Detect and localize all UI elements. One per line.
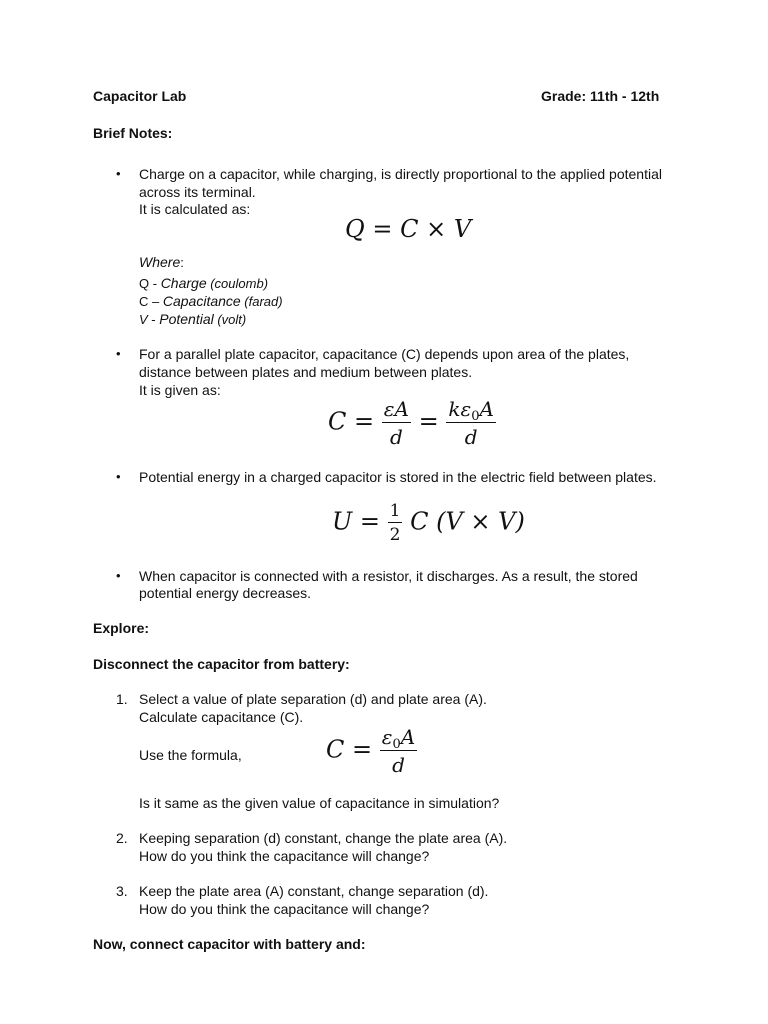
eq-energy-equals: =: [359, 507, 380, 536]
note-1-line-2: across its terminal.: [139, 184, 256, 200]
eq-pp-frac2-a: A: [479, 397, 494, 421]
eq-energy-numerator: 1: [389, 501, 401, 521]
document-title: Capacitor Lab: [93, 88, 187, 104]
eq-cap-eps: ε: [381, 725, 393, 749]
where-label: Where: [139, 254, 181, 270]
eq-pp-frac2-denominator: d: [464, 425, 478, 449]
item-2-line-1: Keeping separation (d) constant, change the plate area (A).: [139, 830, 508, 846]
eq-pp-frac1-denominator: d: [389, 425, 403, 449]
eq-pp-fraction-2: [446, 398, 496, 448]
note-3-line-1: Potential energy in a charged capacitor is stored in the electric field between plates.: [139, 469, 657, 485]
eq-cap-lhs: C: [326, 735, 345, 764]
bullet-glyph: •: [116, 346, 121, 361]
eq-energy-rhs: C (V × V): [410, 507, 525, 536]
eq-energy-denominator: 2: [389, 525, 401, 545]
definition-sep: -: [149, 276, 161, 291]
explore-heading: Explore:: [93, 620, 150, 636]
item-1-line-2: Calculate capacitance (C).: [139, 709, 304, 725]
eq-cap-fraction: [380, 726, 417, 776]
bullet-glyph: •: [116, 469, 121, 484]
definition-potential: [139, 310, 246, 329]
item-3-line-1: Keep the plate area (A) constant, change separation (d).: [139, 883, 489, 899]
item-2-line-2: How do you think the capacitance will change?: [139, 848, 430, 864]
grade-label: Grade: 11th - 12th: [541, 88, 660, 104]
eq-cap-a: A: [400, 725, 416, 749]
eq-pp-frac1-numerator: εA: [383, 397, 409, 421]
eq-pp-equals-1: =: [354, 407, 375, 436]
note-1-line-1: Charge on a capacitor, while charging, is directly proportional to the applied potential: [139, 166, 662, 182]
equation-charge: [345, 215, 472, 243]
note-1-line-3: It is calculated as:: [139, 201, 251, 217]
note-2-line-2: distance between plates and medium between plates.: [139, 364, 473, 380]
eq-energy-lhs: U: [332, 507, 353, 536]
eq-cap-sub: 0: [392, 737, 401, 752]
where-colon: :: [180, 255, 184, 270]
bullet-glyph: •: [116, 166, 121, 181]
eq-pp-frac2-k-eps: kε: [448, 397, 472, 421]
definition-symbol: V: [139, 312, 148, 327]
eq-charge-equals: =: [372, 215, 393, 243]
formula-label: Use the formula,: [139, 747, 242, 763]
eq-pp-fraction-1: [382, 398, 411, 448]
equation-capacitance: [326, 726, 417, 776]
note-4-line-1: When capacitor is connected with a resistor, it discharges. As a result, the stored: [139, 568, 638, 584]
eq-pp-frac2-numerator: [446, 398, 496, 423]
eq-cap-denominator: d: [392, 753, 405, 777]
note-2-line-3: It is given as:: [139, 382, 221, 398]
note-2-line-1: For a parallel plate capacitor, capacitance (C) depends upon area of the plates,: [139, 346, 630, 362]
eq-pp-equals-2: =: [418, 407, 439, 436]
definition-symbol: Q: [139, 276, 150, 291]
eq-charge-c: C: [400, 215, 419, 243]
eq-charge-v: V: [453, 215, 472, 243]
definition-sep: -: [147, 312, 160, 327]
equation-parallel-plate: [328, 398, 496, 448]
item-2-number: 2.: [116, 830, 128, 846]
definition-charge: [139, 274, 268, 293]
definition-unit: (farad): [240, 294, 283, 309]
eq-charge-lhs: Q: [345, 215, 365, 243]
eq-energy-fraction: [388, 502, 403, 544]
disconnect-heading: Disconnect the capacitor from battery:: [93, 656, 350, 672]
item-3-line-2: How do you think the capacitance will change?: [139, 901, 430, 917]
definition-name: Capacitance: [162, 293, 241, 309]
item-3-number: 3.: [116, 883, 128, 899]
bullet-glyph: •: [116, 568, 121, 583]
eq-cap-equals: =: [352, 735, 373, 764]
item-1-line-1: Select a value of plate separation (d) and plate area (A).: [139, 691, 487, 707]
definition-capacitance: [139, 292, 283, 311]
definition-sep: –: [148, 294, 163, 309]
eq-cap-numerator: [380, 726, 417, 751]
connect-battery-heading: Now, connect capacitor with battery and:: [93, 936, 366, 952]
where-label-row: [139, 253, 184, 272]
definition-unit: (coulomb): [206, 276, 269, 291]
definition-name: Potential: [159, 311, 214, 327]
definition-name: Charge: [160, 275, 207, 291]
eq-charge-times: ×: [426, 215, 447, 243]
eq-pp-frac2-sub: 0: [471, 409, 480, 424]
eq-pp-lhs: C: [328, 407, 347, 436]
equation-energy: [332, 502, 525, 544]
item-1-number: 1.: [116, 691, 128, 707]
definition-symbol: C: [139, 294, 149, 309]
note-4-line-2: potential energy decreases.: [139, 585, 311, 601]
brief-notes-heading: Brief Notes:: [93, 125, 173, 141]
definition-unit: (volt): [213, 312, 247, 327]
item-1-question: Is it same as the given value of capacitance in simulation?: [139, 795, 500, 811]
